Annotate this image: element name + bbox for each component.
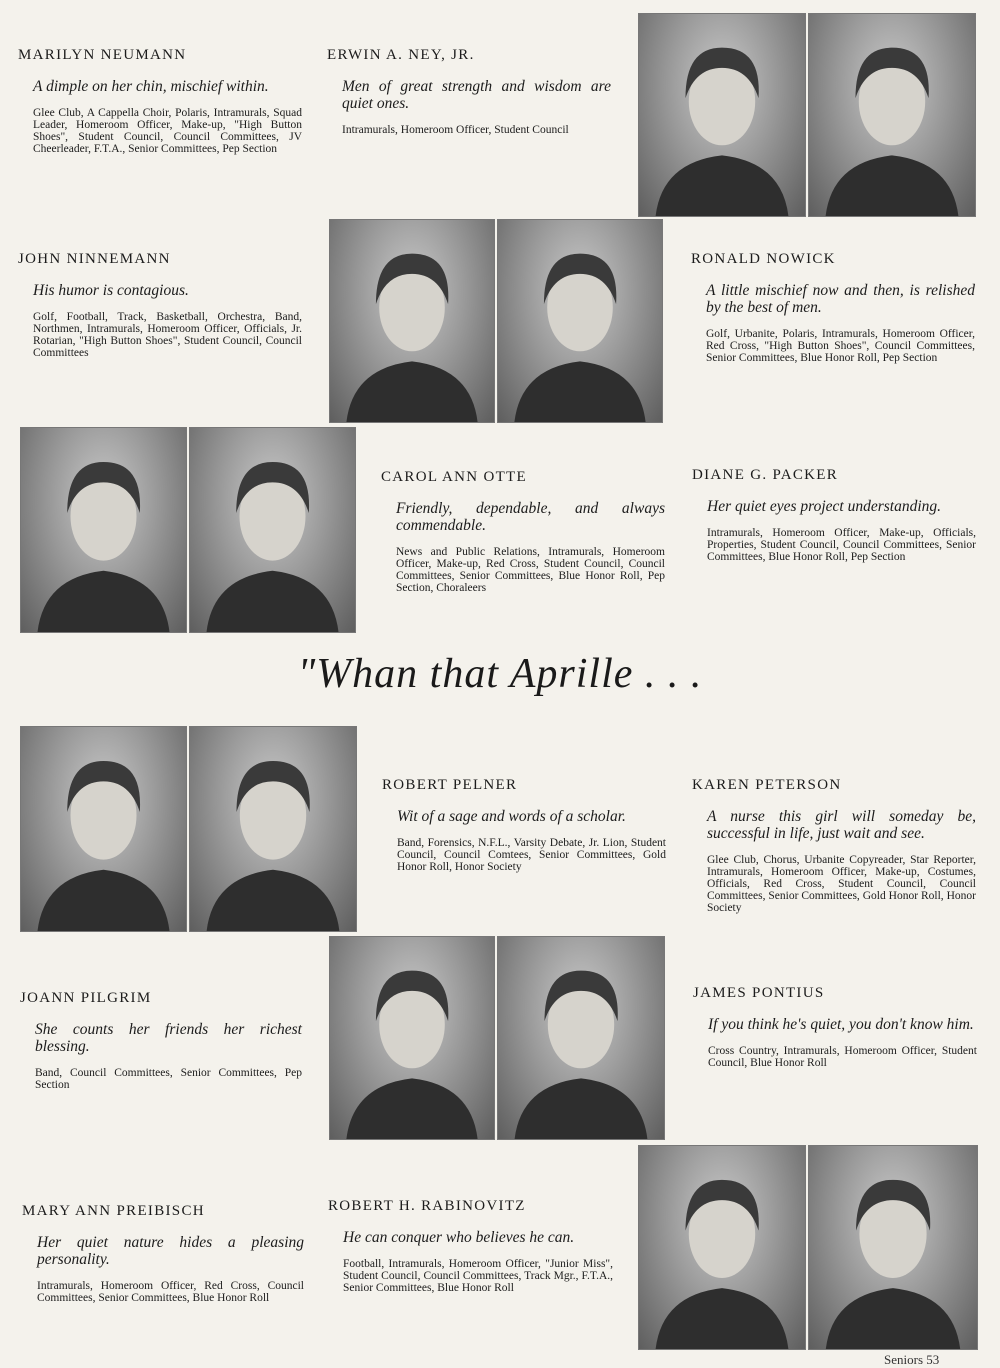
- senior-activities: Golf, Football, Track, Basketball, Orchestra, Band, Northmen, Intramurals, Homeroom Officer, Officials, Jr. Rotarian, "High Button Shoes", Student Council, Council Committees: [33, 311, 302, 359]
- portrait-photo-nowick: [497, 219, 663, 423]
- portrait-silhouette: [330, 220, 494, 422]
- portrait-silhouette: [498, 937, 664, 1139]
- portrait-shoulders: [207, 870, 340, 931]
- senior-entry-pontius: [693, 985, 977, 1069]
- senior-entry-pelner: [382, 777, 666, 873]
- senior-name: CAROL ANN OTTE: [381, 469, 527, 485]
- senior-entry-nowick: [691, 251, 975, 364]
- senior-activities: Intramurals, Homeroom Officer, Student Council: [342, 124, 569, 136]
- portrait-silhouette: [809, 1146, 977, 1349]
- senior-name: JOANN PILGRIM: [20, 990, 152, 1006]
- portrait-silhouette: [639, 1146, 805, 1349]
- portrait-photo-peterson: [189, 726, 357, 932]
- portrait-shoulders: [656, 1288, 789, 1349]
- senior-name: JOHN NINNEMANN: [18, 251, 171, 267]
- senior-quote: Her quiet eyes project understanding.: [707, 498, 942, 515]
- senior-quote: If you think he's quiet, you don't know him.: [708, 1016, 974, 1033]
- portrait-silhouette: [190, 727, 356, 931]
- senior-entry-preibisch: [22, 1203, 304, 1304]
- senior-name: MARY ANN PREIBISCH: [22, 1203, 205, 1219]
- portrait-photo-otte: [20, 427, 187, 633]
- senior-entry-packer: [692, 467, 976, 563]
- portrait-shoulders: [656, 155, 789, 216]
- senior-quote: A little mischief now and then, is relished by the best of men.: [706, 282, 975, 316]
- senior-quote: She counts her friends her richest blessing.: [35, 1021, 302, 1055]
- portrait-silhouette: [21, 428, 186, 632]
- portrait-photo-rabinovitz: [808, 1145, 978, 1350]
- portrait-shoulders: [346, 1078, 477, 1139]
- senior-quote: He can conquer who believes he can.: [343, 1229, 575, 1246]
- senior-activities: Glee Club, Chorus, Urbanite Copyreader, Star Reporter, Intramurals, Homeroom Officer, Make-up, Costumes, Officials, Red Cross, Student Council, Council Committees, Senior Committees, Gold Honor Roll, Honor Society: [707, 854, 976, 914]
- senior-activities: Football, Intramurals, Homeroom Officer, "Junior Miss", Student Council, Council Committees, Track Mgr., F.T.A., Senior Committees, Blue Honor Roll: [343, 1258, 613, 1294]
- senior-entry-neumann: [18, 47, 302, 155]
- portrait-shoulders: [826, 155, 959, 216]
- portrait-silhouette: [639, 14, 805, 216]
- portrait-shoulders: [38, 870, 170, 931]
- portrait-silhouette: [330, 937, 494, 1139]
- senior-entry-peterson: [692, 777, 976, 914]
- portrait-shoulders: [515, 1078, 648, 1139]
- portrait-shoulders: [514, 361, 645, 422]
- portrait-photo-pelner: [20, 726, 187, 932]
- senior-activities: News and Public Relations, Intramurals, Homeroom Officer, Make-up, Red Cross, Student Council, Council Committees, Senior Committees, Blue Honor Roll, Pep Section, Choraleers: [396, 546, 665, 594]
- senior-name: JAMES PONTIUS: [693, 985, 825, 1001]
- section-banner: "Whan that Aprille . . .: [297, 651, 703, 697]
- portrait-photo-ney: [808, 13, 976, 217]
- senior-activities: Glee Club, A Cappella Choir, Polaris, Intramurals, Squad Leader, Homeroom Officer, Make-up, "High Button Shoes", Student Council, Council Committees, JV Cheerleader, F.T.A., Senior Committees, Pep Section: [33, 107, 302, 155]
- senior-name: ROBERT PELNER: [382, 777, 518, 793]
- senior-name: DIANE G. PACKER: [692, 467, 839, 483]
- senior-entry-ninnemann: [18, 251, 302, 359]
- senior-quote: Wit of a sage and words of a scholar.: [397, 808, 626, 825]
- portrait-shoulders: [346, 361, 477, 422]
- senior-quote: A nurse this girl will someday be, successful in life, just wait and see.: [707, 808, 976, 842]
- senior-entry-otte: [381, 469, 665, 594]
- portrait-silhouette: [809, 14, 975, 216]
- portrait-shoulders: [826, 1288, 960, 1349]
- senior-name: RONALD NOWICK: [691, 251, 836, 267]
- portrait-photo-pilgrim: [329, 936, 495, 1140]
- portrait-silhouette: [21, 727, 186, 931]
- senior-quote: Men of great strength and wisdom are quiet ones.: [342, 78, 611, 112]
- senior-entry-ney: [327, 47, 611, 136]
- senior-quote: A dimple on her chin, mischief within.: [33, 78, 269, 95]
- portrait-photo-preibisch: [638, 1145, 806, 1350]
- portrait-silhouette: [190, 428, 355, 632]
- portrait-photo-ninnemann: [329, 219, 495, 423]
- senior-activities: Golf, Urbanite, Polaris, Intramurals, Homeroom Officer, Red Cross, "High Button Shoes", Council Committees, Senior Committees, Blue Honor Roll, Pep Section: [706, 328, 975, 364]
- senior-quote: Friendly, dependable, and always commendable.: [396, 500, 665, 534]
- portrait-photo-pontius: [497, 936, 665, 1140]
- senior-name: MARILYN NEUMANN: [18, 47, 187, 63]
- senior-activities: Cross Country, Intramurals, Homeroom Officer, Student Council, Blue Honor Roll: [708, 1045, 977, 1069]
- senior-activities: Intramurals, Homeroom Officer, Make-up, Officials, Properties, Student Council, Council Committees, Senior Committees, Blue Honor Roll, Pep Section: [707, 527, 976, 563]
- portrait-photo-packer: [189, 427, 356, 633]
- portrait-shoulders: [207, 571, 339, 632]
- senior-name: ROBERT H. RABINOVITZ: [328, 1198, 526, 1214]
- senior-activities: Band, Forensics, N.F.L., Varsity Debate, Jr. Lion, Student Council, Council Comtees, Senior Committees, Gold Honor Roll, Honor Society: [397, 837, 666, 873]
- senior-entry-rabinovitz: [328, 1198, 613, 1294]
- senior-activities: Intramurals, Homeroom Officer, Red Cross, Council Committees, Senior Committees, Blue Honor Roll: [37, 1280, 304, 1304]
- portrait-photo-neumann: [638, 13, 806, 217]
- senior-activities: Band, Council Committees, Senior Committees, Pep Section: [35, 1067, 302, 1091]
- senior-name: KAREN PETERSON: [692, 777, 842, 793]
- page-folio: Seniors 53: [884, 1352, 940, 1367]
- portrait-shoulders: [38, 571, 170, 632]
- senior-entry-pilgrim: [20, 990, 302, 1091]
- senior-quote: His humor is contagious.: [33, 282, 189, 299]
- senior-name: ERWIN A. NEY, JR.: [327, 47, 475, 63]
- portrait-silhouette: [498, 220, 662, 422]
- senior-quote: Her quiet nature hides a pleasing personality.: [37, 1234, 304, 1268]
